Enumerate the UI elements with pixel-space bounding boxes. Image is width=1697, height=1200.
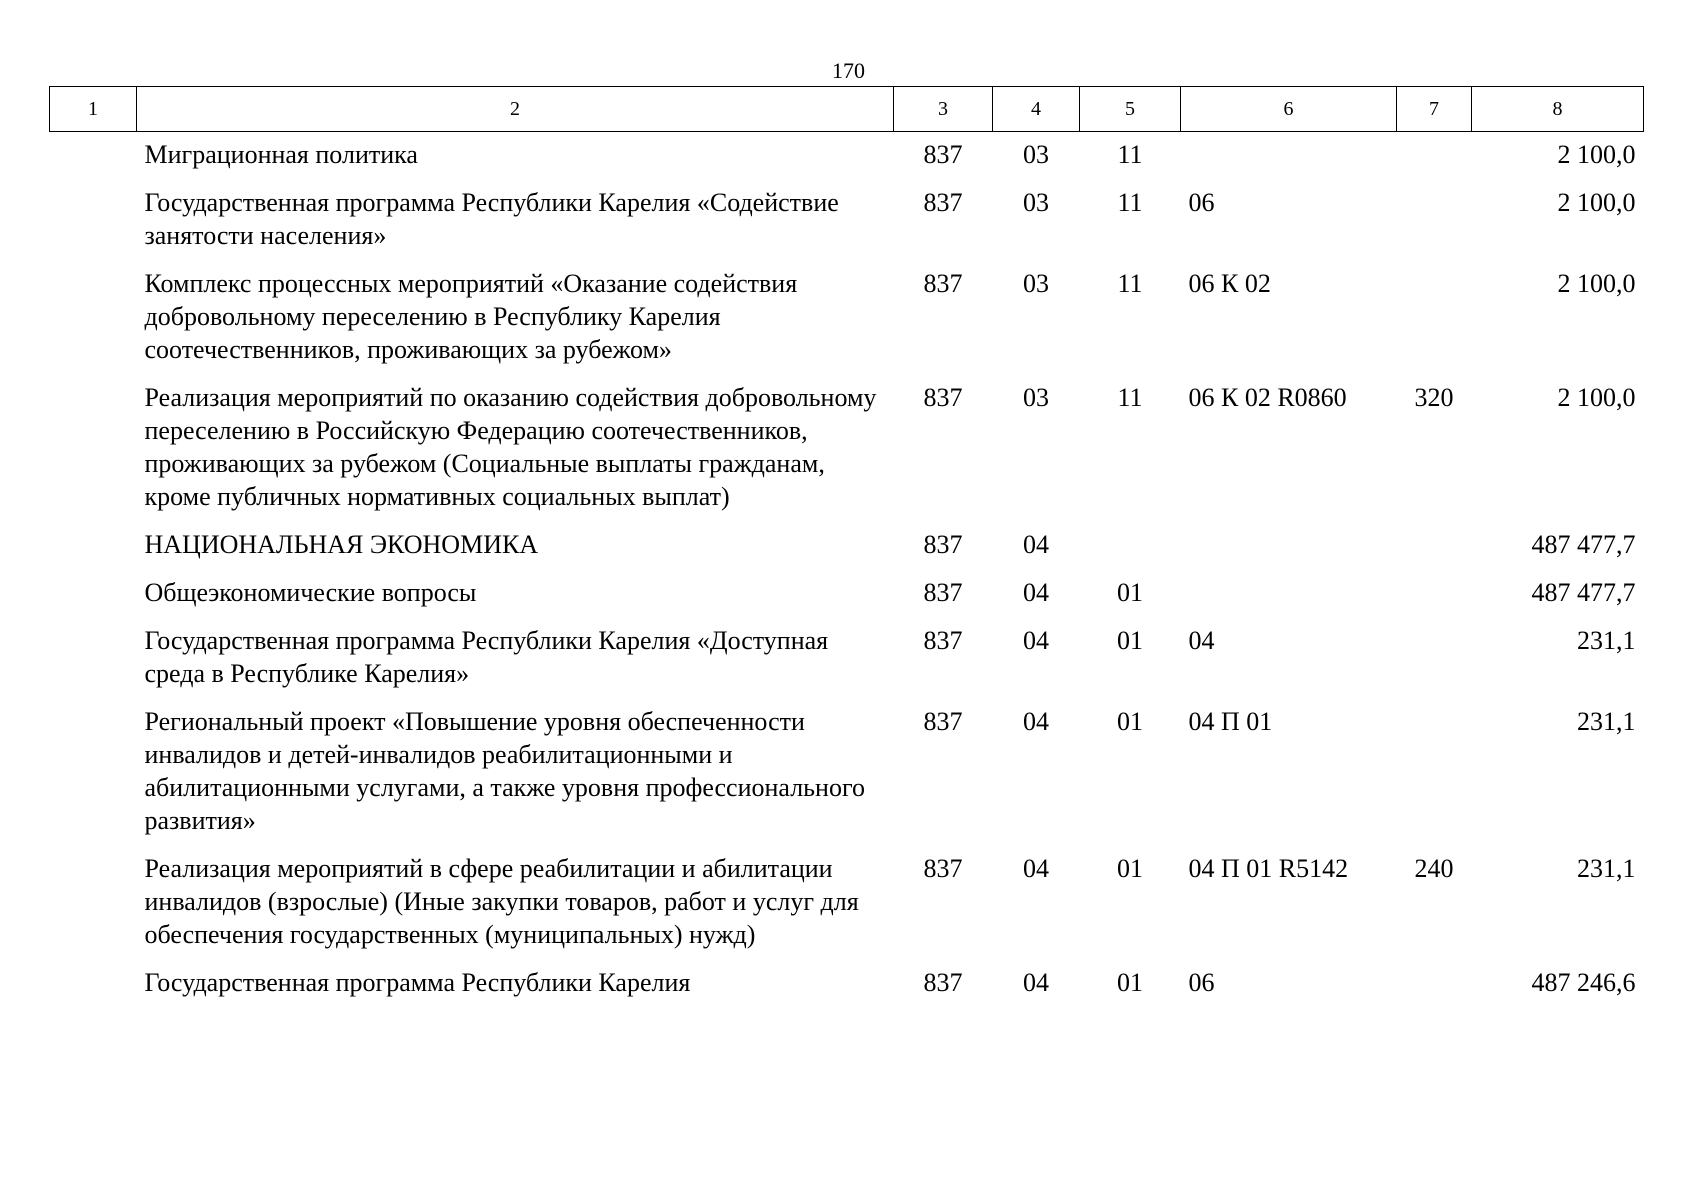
row-expense-type-cell: 240 <box>1414 854 1454 883</box>
row-target-code-cell <box>1181 522 1397 570</box>
row-target-code-cell: 04 <box>1188 626 1215 655</box>
table-row <box>50 375 1644 522</box>
row-target-code-cell: 04 П 01 <box>1188 707 1273 736</box>
row-ved-cell: 837 <box>923 188 963 217</box>
row-amount-cell: 487 246,6 <box>1531 968 1636 997</box>
row-name-cell: НАЦИОНАЛЬНАЯ ЭКОНОМИКА <box>144 530 539 559</box>
table-row <box>50 846 1644 960</box>
row-expense-type-cell <box>1397 132 1472 181</box>
row-name-cell: Комплекс процессных мероприятий «Оказание содействия добровольному переселению в Республику Карелия соотечественников, проживающих за рубежом» <box>144 269 798 364</box>
column-header-3: 3 <box>894 87 993 132</box>
table-header <box>50 87 1644 132</box>
table-row <box>50 570 1644 618</box>
row-subsection-cell: 11 <box>1117 188 1143 217</box>
row-amount-cell: 231,1 <box>1577 707 1636 736</box>
row-number-cell <box>50 261 137 375</box>
row-ved-cell: 837 <box>923 854 963 883</box>
row-ved-cell: 837 <box>923 968 963 997</box>
column-header-8: 8 <box>1472 87 1644 132</box>
table-row <box>50 699 1644 846</box>
column-header-6: 6 <box>1181 87 1397 132</box>
row-ved-cell: 837 <box>923 269 963 298</box>
row-subsection-cell: 01 <box>1117 626 1143 655</box>
row-section-cell: 03 <box>1023 269 1049 298</box>
row-number-cell <box>50 960 137 1008</box>
row-subsection-cell: 11 <box>1117 140 1143 169</box>
row-section-cell: 04 <box>1023 530 1049 559</box>
row-name-cell: Миграционная политика <box>144 140 418 169</box>
row-target-code-cell <box>1181 132 1397 181</box>
row-ved-cell: 837 <box>923 140 963 169</box>
row-section-cell: 04 <box>1023 626 1049 655</box>
table-row <box>50 261 1644 375</box>
row-ved-cell: 837 <box>923 383 963 412</box>
row-section-cell: 03 <box>1023 188 1049 217</box>
column-header-4: 4 <box>993 87 1080 132</box>
row-expense-type-cell <box>1397 618 1472 699</box>
header-row <box>50 87 1644 132</box>
row-expense-type-cell <box>1397 960 1472 1008</box>
row-amount-cell: 2 100,0 <box>1557 269 1636 298</box>
row-expense-type-cell: 320 <box>1414 383 1454 412</box>
table-row <box>50 960 1644 1008</box>
row-name-cell: Общеэкономические вопросы <box>144 578 477 607</box>
row-target-code-cell: 06 <box>1188 188 1215 217</box>
row-target-code-cell <box>1181 570 1397 618</box>
row-amount-cell: 487 477,7 <box>1531 530 1636 559</box>
row-subsection-cell: 01 <box>1117 854 1143 883</box>
row-subsection-cell: 11 <box>1117 269 1143 298</box>
row-target-code-cell: 06 <box>1188 968 1215 997</box>
row-amount-cell: 2 100,0 <box>1557 188 1636 217</box>
row-ved-cell: 837 <box>923 530 963 559</box>
budget-table <box>49 86 1644 1008</box>
row-name-cell: Реализация мероприятий по оказанию содействия добровольному переселению в Российскую Федерацию соотечественников, проживающих за рубежом (Социальные выплаты гражданам, кроме публичных нормативных социальных выплат) <box>144 383 877 511</box>
row-name-cell: Региональный проект «Повышение уровня обеспеченности инвалидов и детей-инвалидов реабилитационными и абилитационными услугами, а также уровня профессионального развития» <box>144 707 865 835</box>
row-expense-type-cell <box>1397 261 1472 375</box>
column-header-7: 7 <box>1397 87 1472 132</box>
row-subsection-cell: 01 <box>1117 578 1143 607</box>
table-row <box>50 522 1644 570</box>
row-expense-type-cell <box>1397 570 1472 618</box>
row-name-cell: Государственная программа Республики Карелия «Содействие занятости населения» <box>144 188 839 250</box>
row-amount-cell: 487 477,7 <box>1531 578 1636 607</box>
table-row <box>50 618 1644 699</box>
page-number: 170 <box>832 58 865 83</box>
row-name-cell: Государственная программа Республики Карелия «Доступная среда в Республике Карелия» <box>144 626 829 688</box>
row-target-code-cell: 06 К 02 <box>1188 269 1271 298</box>
row-number-cell <box>50 846 137 960</box>
row-subsection-cell: 11 <box>1117 383 1143 412</box>
row-ved-cell: 837 <box>923 626 963 655</box>
row-amount-cell: 2 100,0 <box>1557 140 1636 169</box>
column-header-2: 2 <box>137 87 894 132</box>
row-name-cell: Реализация мероприятий в сфере реабилитации и абилитации инвалидов (взрослые) (Иные закупки товаров, работ и услуг для обеспечения государственных (муниципальных) нужд) <box>144 854 859 949</box>
row-expense-type-cell <box>1397 180 1472 261</box>
row-ved-cell: 837 <box>923 707 963 736</box>
row-section-cell: 04 <box>1023 578 1049 607</box>
row-number-cell <box>50 699 137 846</box>
row-amount-cell: 231,1 <box>1577 626 1636 655</box>
row-number-cell <box>50 375 137 522</box>
row-name-cell: Государственная программа Республики Карелия <box>144 968 691 997</box>
row-expense-type-cell <box>1397 699 1472 846</box>
row-number-cell <box>50 618 137 699</box>
table-row <box>50 180 1644 261</box>
row-section-cell: 04 <box>1023 707 1049 736</box>
row-expense-type-cell <box>1397 522 1472 570</box>
row-section-cell: 04 <box>1023 968 1049 997</box>
row-subsection-cell: 01 <box>1117 707 1143 736</box>
row-number-cell <box>50 522 137 570</box>
row-amount-cell: 231,1 <box>1577 854 1636 883</box>
row-section-cell: 04 <box>1023 854 1049 883</box>
row-number-cell <box>50 132 137 181</box>
row-amount-cell: 2 100,0 <box>1557 383 1636 412</box>
table-body <box>50 132 1644 1009</box>
table-row <box>50 132 1644 181</box>
row-subsection-cell <box>1080 522 1181 570</box>
row-target-code-cell: 06 К 02 R0860 <box>1188 383 1347 412</box>
row-target-code-cell: 04 П 01 R5142 <box>1188 854 1349 883</box>
row-subsection-cell: 01 <box>1117 968 1143 997</box>
column-header-1: 1 <box>50 87 137 132</box>
row-section-cell: 03 <box>1023 140 1049 169</box>
row-section-cell: 03 <box>1023 383 1049 412</box>
row-ved-cell: 837 <box>923 578 963 607</box>
row-number-cell <box>50 570 137 618</box>
row-number-cell <box>50 180 137 261</box>
column-header-5: 5 <box>1080 87 1181 132</box>
